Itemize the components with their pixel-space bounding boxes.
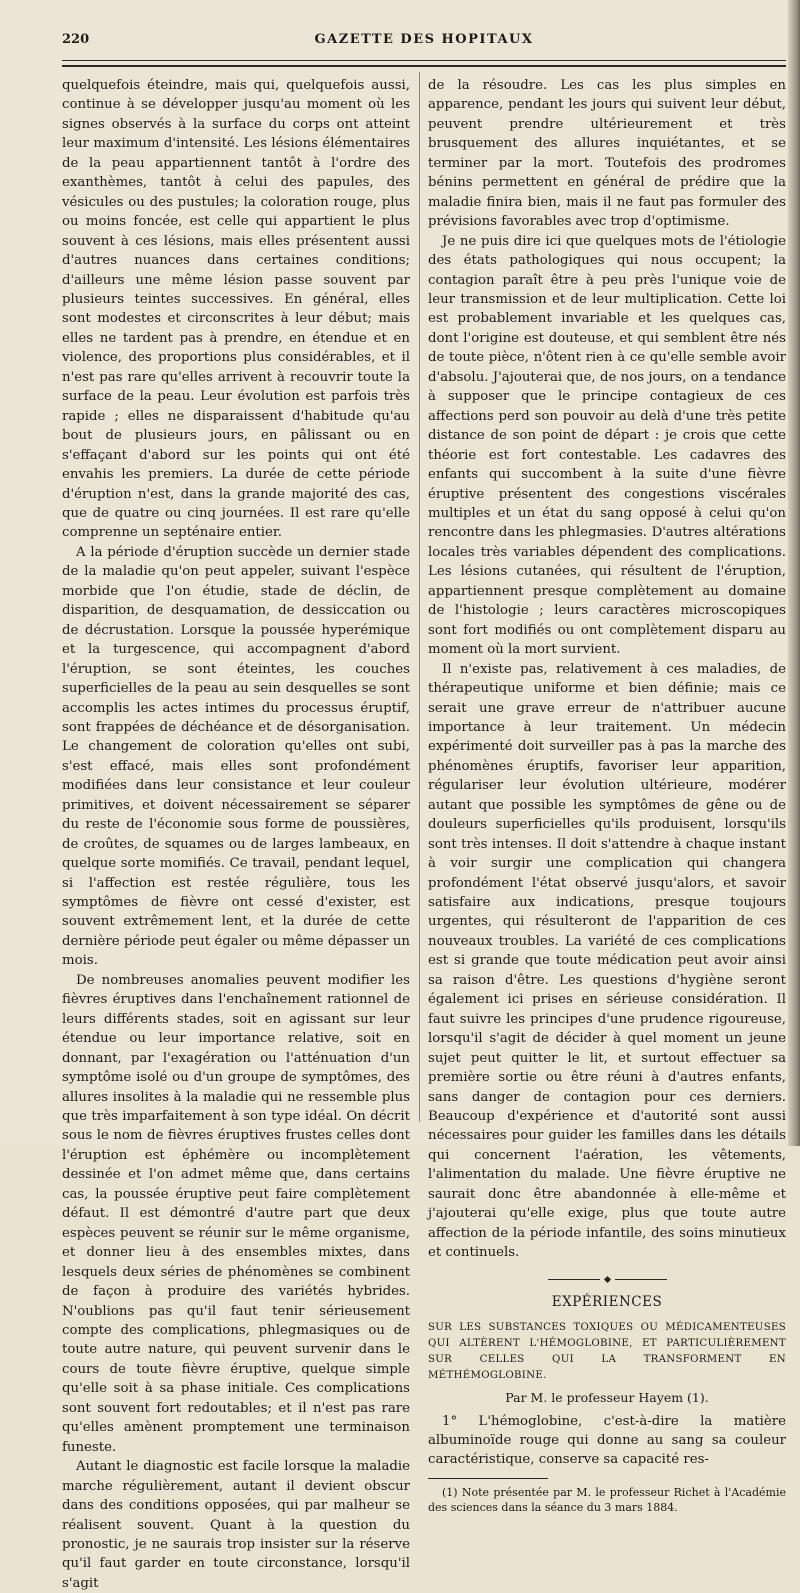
diamond-ornament-icon: [603, 1276, 610, 1283]
book-spine-shadow: [788, 0, 800, 1146]
right-column: [428, 76, 786, 1515]
left-column: [62, 76, 410, 1593]
article-author: Par M. le professeur Hayem (1).: [505, 1390, 709, 1406]
section-separator: [428, 1275, 786, 1285]
paragraph: de la résoudre. Les cas les plus simples en apparence, pendant les jours qui suivent leur début, peuvent prendre ultérieurement et très brusquement des allures inquiétantes, et se terminer par la mort. Toutefois des prodromes bénins permettent en général de prédire que la maladie finira bien, mais il ne faut pas formuler des prévisions favorables avec trop d'optimisme.: [428, 78, 786, 230]
paragraph: Je ne puis dire ici que quelques mots de l'étiologie des états pathologiques qui nous occupent; la contagion paraît être à peu près l'unique voie de leur transmission et de leur multiplication. Cette loi est probablement invariable et les quelques cas, dont l'origine est douteuse, et qui semblent être nés de toute pièce, n'ôtent rien à ce qu'elle semble avoir d'absolu. J'ajouterai que, de nos jours, on a tendance à supposer que le principe contagieux de ces affections perd son pouvoir au delà d'une très petite distance de son point de départ : je crois que cette théorie est fort contestable. Les cadavres des enfants qui succombent à la suite d'une fièvre éruptive présentent des congestions viscérales multiples et un état du sang opposé à celui qu'on rencontre dans les phlegmasies. D'autres altérations locales très variables dépendent des complications. Les lésions cutanées, qui résultent de l'éruption, appartiennent presque complètement au domaine de l'histologie ; leurs caractères microscopiques sont fort modifiés ou ont complètement disparu au moment où la mort survient.: [428, 233, 786, 658]
page-header: [62, 30, 786, 54]
header-double-rule: [62, 60, 786, 67]
paragraph: De nombreuses anomalies peuvent modifier les fièvres éruptives dans l'enchaînement rationnel de leurs différents stades, soit en agissant sur leur étendue ou leur importance relative, soit en donnant, par l'exagération ou l'atténuation d'un symptôme isolé ou d'un groupe de symptômes, des allures insolites à la maladie qui ne ressemble plus que très imparfaitement à son type idéal. On décrit sous le nom de fièvres éruptives frustes celles dont l'éruption est éphémère ou incomplètement dessinée et l'on admet même que, dans certains cas, la poussée éruptive peut faire complètement défaut. Il est démontré d'autre part que deux espèces peuvent se réunir sur le même organisme, et donner lieu à des ensembles mixtes, dans lesquels deux séries de phénomènes se combinent de façon à produire des variétés hybrides. N'oublions pas qu'il faut tenir sérieusement compte des complications, phlegmasiques ou de toute autre nature, qui peuvent survenir dans le cours de toute fièvre éruptive, quelque simple qu'elle soit à sa phase initiale. Ces complications sont souvent fort redoutables; et il n'est pas rare qu'elles amènent promptement une terminaison funeste.: [62, 972, 410, 1455]
page-number: 220: [62, 32, 90, 47]
paragraph: Il n'existe pas, relativement à ces maladies, de thérapeutique uniforme et bien définie; mais ce serait une grave erreur de n'attribuer aucune importance à leur traitement. Un médecin expérimenté doit surveiller pas à pas la marche des phénomènes éruptifs, favoriser leur apparition, régulariser leur évolution ultérieure, modérer autant que possible les symptômes de gêne ou de douleurs superficielles qu'ils produisent, lorsqu'ils sont très intenses. Il doit s'attendre à chaque instant à voir surgir une complication qui changera profondément l'état observé jusqu'alors, et savoir satisfaire aux indications, presque toujours urgentes, qui résulteront de l'apparition de ces nouveaux troubles. La variété de ces complications est si grande que toute médication peut avoir ainsi sa raison d'être. Les questions d'hygiène seront également ici prises en sérieuse considération. Il faut suivre les principes d'une prudence rigoureuse, lorsqu'il s'agit de décider à quel moment un jeune sujet peut quitter le lit, et surtout effectuer sa première sortie ou être réuni à d'autres enfants, sans danger de contagion pour ces derniers. Beaucoup d'expérience et d'autorité sont aussi nécessaires pour guider les familles dans les détails qui concernent l'aération, les vêtements, l'alimentation du malade. Une fièvre éruptive ne saurait donc être abandonnée à elle-même et j'ajouterai qu'elle exige, plus que toute autre affection de la période infantile, des soins minutieux et continuels.: [428, 661, 786, 1261]
paragraph: quelquefois éteindre, mais qui, quelquefois aussi, continue à se développer jusqu'au moment où les signes observés à la surface du corps ont atteint leur maximum d'intensité. Les lésions élémentaires de la peau appartiennent tantôt à l'ordre des exanthèmes, tantôt à celui des papules, des vésicules ou des pustules; la coloration rouge, plus ou moins foncée, est celle qui appartient le plus souvent à ces lésions, mais elles présentent aussi d'autres nuances dans certaines conditions; d'ailleurs une même lésion passe souvent par plusieurs teintes successives. En général, elles sont modestes et circonscrites à leur début; mais elles ne tardent pas à prendre, en étendue et en violence, des proportions plus considérables, et il n'est pas rare qu'elles arrivent à recouvrir toute la surface de la peau. Leur évolution est parfois très rapide ; elles ne disparaissent d'habitude qu'au bout de plusieurs jours, en pâlissant ou en s'effaçant d'abord sur les points qui ont été envahis les premiers. La durée de cette période d'éruption n'est, dans la grande majorité des cas, que de quatre ou cinq journées. Il est rare qu'elle comprenne un septénaire entier.: [62, 78, 410, 541]
column-divider: [419, 72, 420, 1122]
running-title: GAZETTE DES HOPITAUX: [314, 32, 534, 47]
footnote: (1) Note présentée par M. le professeur Richet à l'Académie des sciences dans la séance du 3 mars 1884.: [428, 1485, 786, 1514]
paragraph: A la période d'éruption succède un dernier stade de la maladie qu'on peut appeler, suivant l'espèce morbide que l'on étudie, stade de déclin, de disparition, de desquamation, de dessiccation ou de décrustation. Lorsque la poussée hyperémique et la turgescence, qui accompagnent d'abord l'éruption, se sont éteintes, les couches superficielles de la peau au sein desquelles se sont accomplis les actes intimes du processus éruptif, sont frappées de déchéance et de désorganisation. Le changement de coloration qu'elles ont subi, s'est effacé, mais elles sont profondément modifiées dans leur consistance et leur couleur primitives, et doivent nécessairement se séparer du reste de l'économie sous forme de poussières, de croûtes, de squames ou de larges lambeaux, en quelque sorte momifiés. Ce travail, pendant lequel, si l'affection est restée régulière, tous les symptômes de fièvre ont cessé d'exister, est souvent extrêmement lent, et la durée de cette dernière période peut égaler ou même dépasser un mois.: [62, 544, 410, 969]
paragraph: Autant le diagnostic est facile lorsque la maladie marche régulièrement, autant il devient obscur dans des conditions opposées, qui par malheur se réalisent souvent. Quant à la question du pronostic, je ne saurais trop insister sur la réserve qu'il faut garder en toute circonstance, lorsqu'il s'agit: [62, 1459, 410, 1591]
section-title: EXPÉRIENCES: [551, 1293, 663, 1310]
footnote-rule: [428, 1478, 548, 1479]
section-subtitle: SUR LES SUBSTANCES TOXIQUES OU MÉDICAMENTEUSES QUI ALTÈRENT L'HÉMOGLOBINE, ET PARTICULIÈREMENT SUR CELLES QUI LA TRANSFORMENT EN MÉTHÉMOGLOBINE.: [428, 1322, 786, 1382]
paragraph: 1° L'hémoglobine, c'est-à-dire la matière albuminoïde rouge qui donne au sang sa couleur caractéristique, conserve sa capacité res-: [428, 1413, 786, 1468]
